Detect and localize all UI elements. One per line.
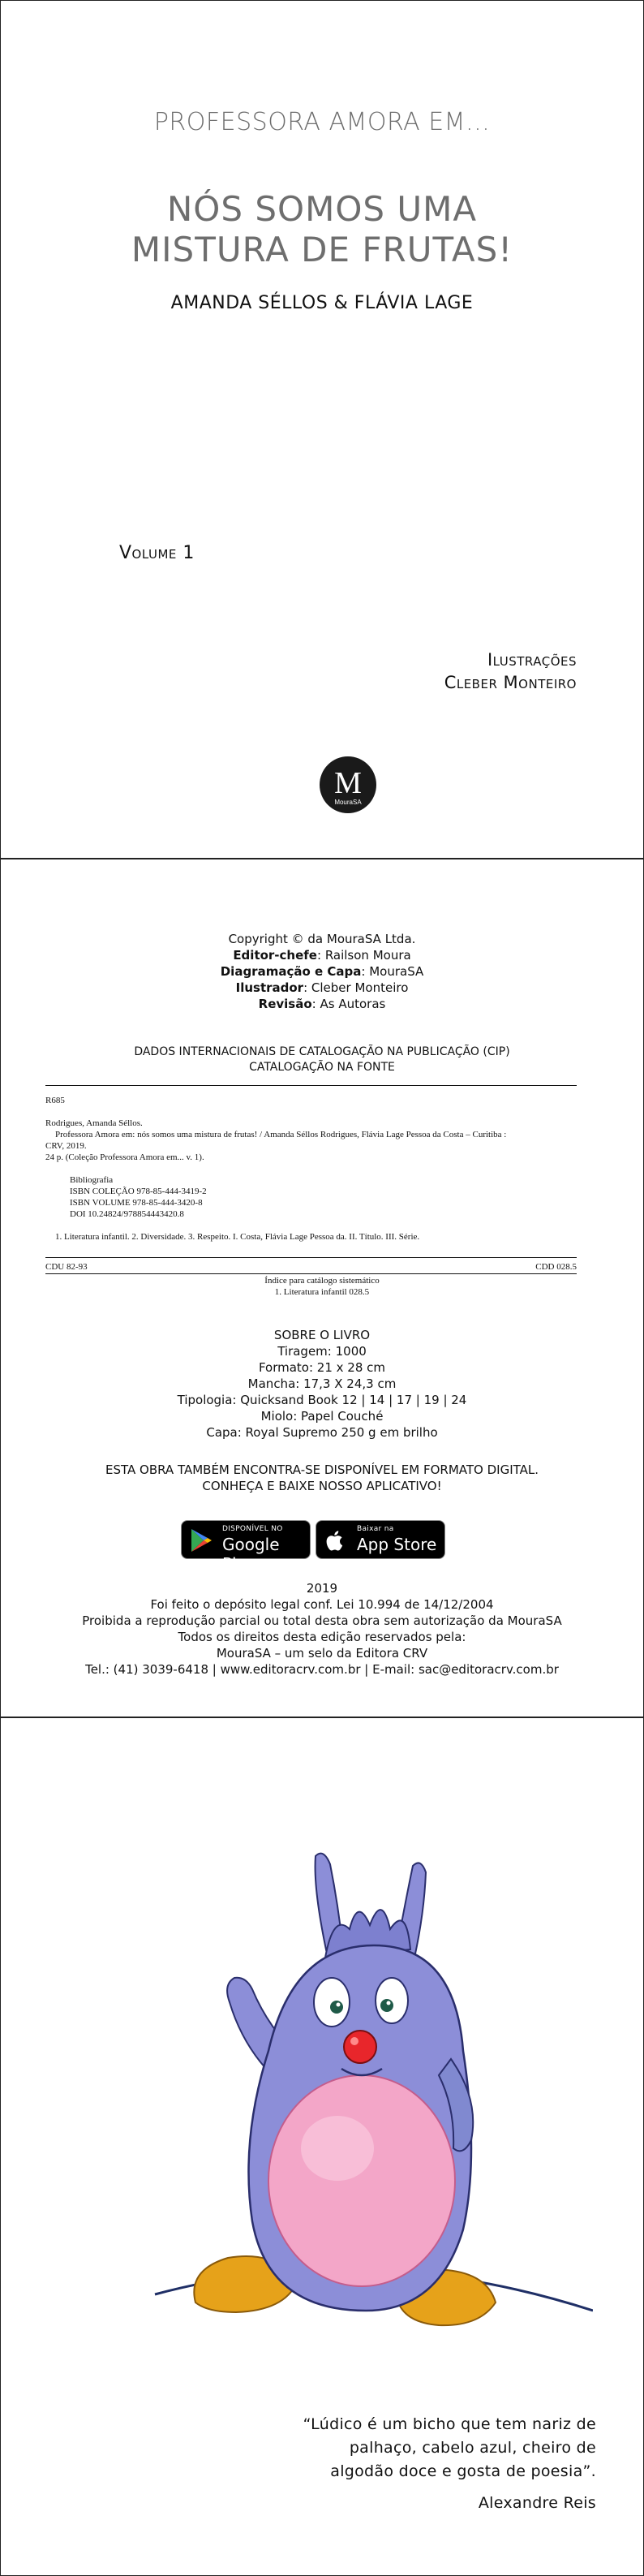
google-play-button[interactable] <box>181 1520 311 1574</box>
illustrator: Cleber Monteiro <box>311 980 409 995</box>
cip-top-rule <box>45 1085 577 1086</box>
cip-heading-line-2: CATALOGAÇÃO NA FONTE <box>249 1061 395 1074</box>
epigraph-quote <box>174 2413 596 2483</box>
isbn-volume: ISBN VOLUME 978-85-444-3420-8 <box>70 1198 203 1208</box>
about-heading: SOBRE O LIVRO <box>273 1328 371 1342</box>
volume-label: Volume 1 <box>119 543 195 563</box>
logo-text: MouraSA <box>334 799 362 806</box>
print-run: Tiragem: 1000 <box>277 1344 367 1359</box>
apple-icon <box>324 1528 347 1553</box>
book-format: Formato: 21 x 28 cm <box>258 1360 386 1375</box>
credits-block: Copyright © da MouraSA Ltda. Editor-chefe: Railson Moura Diagramação e Capa: MouraSA Ilustrador: Cleber Monteiro Revisão: As Autoras <box>1 931 643 1012</box>
cip-heading <box>1 1045 643 1075</box>
quote-author: Alexandre Reis <box>478 2494 596 2512</box>
app-store-button[interactable] <box>316 1520 445 1559</box>
cover-paper: Capa: Royal Supremo 250 g em brilho <box>206 1425 438 1440</box>
catalog-author: Rodrigues, Amanda Séllos. <box>45 1118 143 1128</box>
cip-bottom-rule <box>45 1273 577 1274</box>
typology: Tipologia: Quicksand Book 12 | 14 | 17 | 19 | 24 <box>177 1393 467 1407</box>
editor: Railson Moura <box>324 948 411 963</box>
mascot-nose <box>344 2031 376 2063</box>
isbn-collection: ISBN COLEÇÃO 978-85-444-3419-2 <box>70 1187 207 1196</box>
credits-page <box>0 859 644 1717</box>
quote-line-3: algodão doce e gosta de poesia”. <box>330 2462 596 2480</box>
index-entry: 1. Literatura infantil 028.5 <box>274 1287 370 1297</box>
copyright: Copyright © da MouraSA Ltda. <box>228 932 416 946</box>
left-eye <box>314 1978 350 2027</box>
book-title <box>1 189 643 270</box>
catalog-entry-2: CRV, 2019. <box>45 1141 87 1151</box>
doi: DOI 10.24824/978854443420.8 <box>70 1209 184 1219</box>
illustrations-label: Ilustrações <box>487 650 577 670</box>
authors: AMANDA SÉLLOS & FLÁVIA LAGE <box>170 293 474 313</box>
review-label: Revisão <box>258 997 312 1011</box>
logo-letter: M <box>334 766 362 800</box>
app-store-label: App Store <box>357 1535 437 1554</box>
illustrations-credit <box>444 648 577 694</box>
review: As Autoras <box>320 997 386 1011</box>
legal-deposit: Foi feito o depósito legal conf. Lei 10.994 de 14/12/2004 <box>150 1597 494 1612</box>
right-eye <box>376 1978 408 2023</box>
book-title-line-1: NÓS SOMOS UMA <box>166 189 478 229</box>
digital-notice-line-2: CONHEÇA E BAIXE NOSSO APLICATIVO! <box>202 1479 442 1493</box>
google-play-label: Google Play <box>222 1535 280 1574</box>
rights-notice-2: Todos os direitos desta edição reservados pela: <box>178 1630 466 1644</box>
illustrator-name: Cleber Monteiro <box>444 673 577 692</box>
catalog-bibliography: Bibliografia <box>70 1175 114 1185</box>
cover-page <box>0 0 644 859</box>
year: 2019 <box>306 1581 338 1596</box>
inner-paper: Miolo: Papel Couché <box>260 1409 384 1424</box>
cip-heading-line-1: DADOS INTERNACIONAIS DE CATALOGAÇÃO NA PUBLICAÇÃO (CIP) <box>134 1045 510 1058</box>
rights-notice-1: Proibida a reprodução parcial ou total desta obra sem autorização da MouraSA <box>82 1613 562 1628</box>
cdu-code: CDU 82-93 <box>45 1262 88 1272</box>
app-store-badges <box>181 1520 465 1574</box>
catalog-subjects: 1. Literatura infantil. 2. Diversidade. 3. Respeito. I. Costa, Flávia Lage Pessoa da. II. Título. III. Série. <box>55 1232 420 1242</box>
catalog-entry-1: Professora Amora em: nós somos uma mistura de frutas! / Amanda Séllos Rodrigues, Flávia Lage Pessoa da Costa – Curitiba : <box>55 1130 507 1139</box>
classification-row <box>45 1262 577 1272</box>
mascot-belly <box>268 2075 455 2286</box>
app-store-small: Baixar na <box>357 1525 394 1533</box>
catalog-code: R685 <box>45 1096 65 1105</box>
editor-label: Editor-chefe <box>233 948 317 963</box>
illustration-page <box>0 1717 644 2576</box>
book-title-line-2: MISTURA DE FRUTAS! <box>131 230 513 269</box>
about-book <box>1 1327 643 1441</box>
legal-footer <box>1 1580 643 1678</box>
text-area: Mancha: 17,3 X 24,3 cm <box>247 1376 397 1391</box>
series-title: PROFESSORA AMORA EM... <box>153 108 491 136</box>
layout-label: Diagramação e Capa <box>220 964 362 979</box>
digital-notice <box>1 1462 643 1494</box>
quote-line-1: “Lúdico é um bicho que tem nariz de <box>303 2415 596 2433</box>
quote-line-2: palhaço, cabelo azul, cheiro de <box>349 2439 596 2457</box>
mourasa-logo <box>319 756 377 814</box>
cip-mid-rule <box>45 1257 577 1258</box>
catalog-entry-3: 24 p. (Coleção Professora Amora em... v. 1). <box>45 1152 204 1162</box>
index-title: Índice para catálogo sistemático <box>264 1276 380 1286</box>
mascot-illustration <box>139 1816 593 2400</box>
imprint: MouraSA – um selo da Editora CRV <box>216 1646 428 1661</box>
google-play-small: DISPONÍVEL NO <box>222 1525 283 1533</box>
google-play-icon <box>190 1528 213 1553</box>
layout: MouraSA <box>369 964 424 979</box>
digital-notice-line-1: ESTA OBRA TAMBÉM ENCONTRA-SE DISPONÍVEL EM FORMATO DIGITAL. <box>105 1462 539 1477</box>
systematic-index <box>1 1275 643 1298</box>
illustrator-label: Ilustrador <box>235 980 304 995</box>
contact-info: Tel.: (41) 3039-6418 | www.editoracrv.com.br | E-mail: sac@editoracrv.com.br <box>85 1662 559 1677</box>
catalog-card <box>45 1095 577 1243</box>
cdd-code: CDD 028.5 <box>535 1262 577 1272</box>
